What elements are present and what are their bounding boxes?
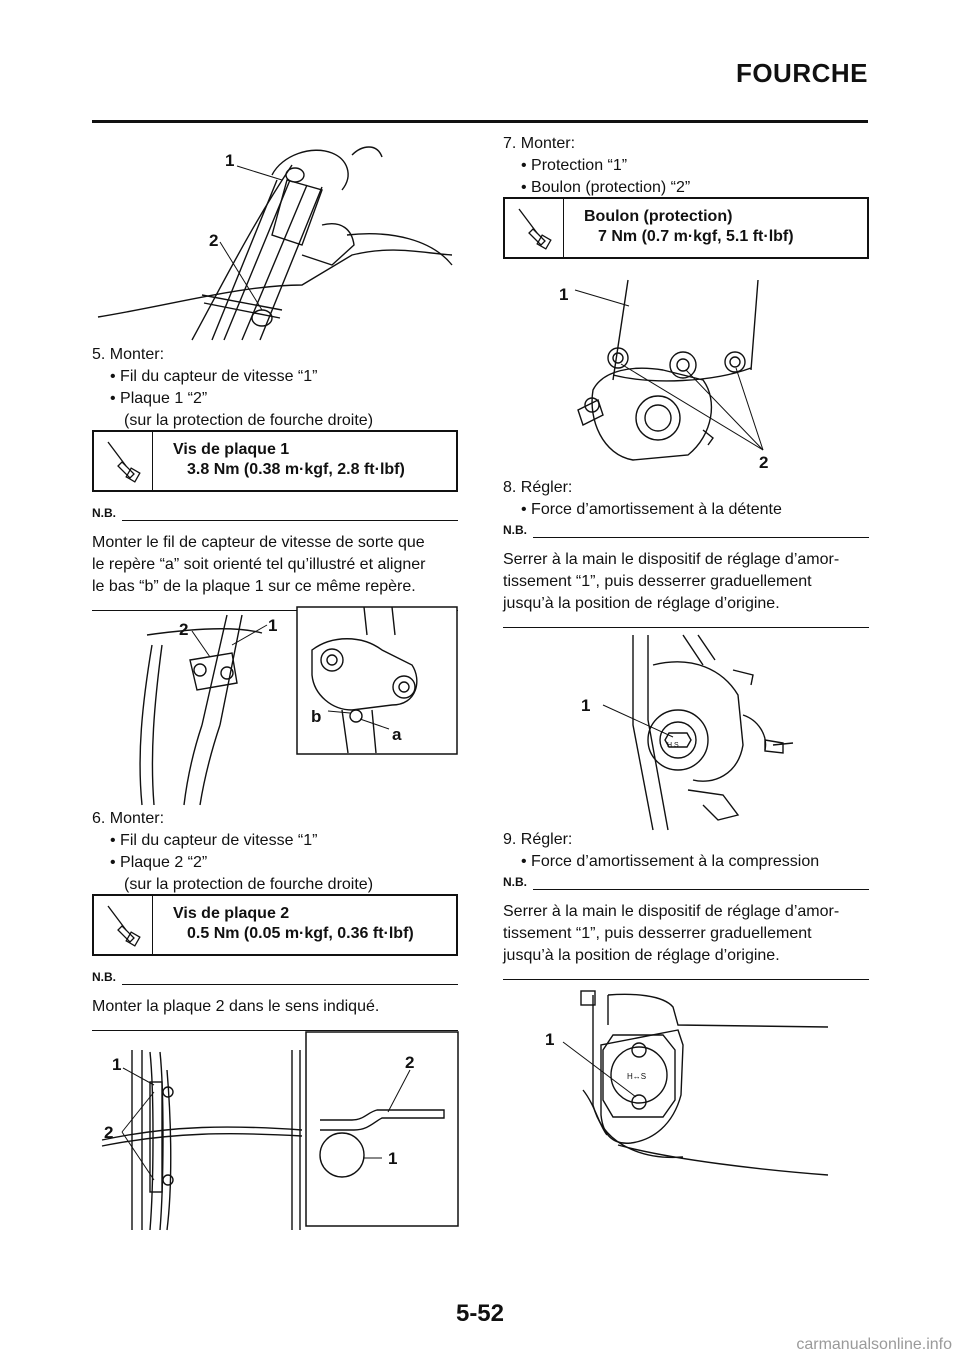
note-block [503, 519, 869, 628]
torque-name: Vis de plaque 2 [173, 905, 290, 922]
fig3-callout-1: 1 [112, 1055, 122, 1074]
fig2-callout-1: 1 [268, 616, 278, 635]
fig1-callout-1: 1 [225, 151, 235, 170]
torque-value: 3.8 Nm (0.38 m·kgf, 2.8 ft·lbf) [187, 461, 405, 478]
step-8-heading: 8. Régler: [503, 479, 573, 496]
step-5-heading: 5. Monter: [92, 346, 165, 363]
step-8-item: • Force d’amortissement à la détente [521, 501, 782, 518]
note-label: N.B. [92, 970, 116, 984]
step-6 [92, 808, 462, 896]
torque-spec-box [92, 430, 458, 492]
torque-wrench-icon [94, 896, 153, 954]
page-title: FOURCHE [735, 58, 868, 88]
step-9-heading: 9. Régler: [503, 831, 573, 848]
step-7-heading: 7. Monter: [503, 135, 576, 152]
note-block [92, 966, 458, 1031]
note-label: N.B. [503, 875, 527, 889]
note-label: N.B. [503, 523, 527, 537]
note-line: jusqu’à la position de réglage d’origine. [503, 947, 780, 964]
rebound-adjuster-illustration [503, 625, 869, 835]
note-line: le repère “a” soit orienté tel qu’illustré et aligner [92, 556, 426, 573]
step-5-item: • Plaque 1 “2” [110, 390, 208, 407]
page-number: 5-52 [455, 1300, 505, 1327]
step-6-note: (sur la protection de fourche droite) [124, 876, 374, 893]
fig2-callout-a: a [392, 725, 402, 744]
torque-name: Boulon (protection) [584, 208, 733, 225]
fig2-callout-b: b [311, 707, 322, 726]
note-block [503, 871, 869, 980]
fig3-inset-callout-1: 1 [388, 1149, 398, 1168]
note-line: Serrer à la main le dispositif de réglage d’amor- [503, 903, 840, 920]
fork-protector-illustration [503, 270, 869, 470]
fig2-callout-2: 2 [179, 620, 189, 639]
note-line: tissement “1”, puis desserrer graduellement [503, 573, 812, 590]
step-7 [503, 133, 873, 199]
note-line: Monter la plaque 2 dans le sens indiqué. [92, 998, 380, 1015]
torque-value: 0.5 Nm (0.05 m·kgf, 0.36 ft·lbf) [187, 925, 414, 942]
compression-adjuster-illustration [503, 985, 869, 1185]
torque-wrench-icon [505, 199, 564, 257]
note-line: tissement “1”, puis desserrer graduellement [503, 925, 812, 942]
fig4-callout-2: 2 [759, 453, 769, 472]
torque-spec-box [92, 894, 458, 956]
torque-name: Vis de plaque 1 [173, 441, 290, 458]
step-5-note: (sur la protection de fourche droite) [124, 412, 374, 429]
step-7-item: • Boulon (protection) “2” [521, 179, 691, 196]
torque-spec-box [503, 197, 869, 259]
note-block [92, 502, 458, 611]
note-line: Monter le fil de capteur de vitesse de sorte que [92, 534, 425, 551]
note-line: Serrer à la main le dispositif de réglage d’amor- [503, 551, 840, 568]
fig3-callout-2: 2 [104, 1123, 114, 1142]
step-5 [92, 344, 462, 432]
step-9 [503, 829, 873, 873]
torque-value: 7 Nm (0.7 m·kgf, 5.1 ft·lbf) [598, 228, 794, 245]
plate-2-illustration [92, 1030, 458, 1230]
step-6-item: • Fil du capteur de vitesse “1” [110, 832, 318, 849]
step-7-item: • Protection “1” [521, 157, 628, 174]
step-9-item: • Force d’amortissement à la compression [521, 853, 820, 870]
fork-top-illustration [92, 135, 458, 345]
step-6-heading: 6. Monter: [92, 810, 165, 827]
note-line: le bas “b” de la plaque 1 sur ce même repère. [92, 578, 416, 595]
fig5-callout-1: 1 [581, 696, 591, 715]
fig3-inset-callout-2: 2 [405, 1053, 415, 1072]
watermark: carmanualsonline.info [796, 1336, 952, 1353]
step-6-item: • Plaque 2 “2” [110, 854, 208, 871]
step-8 [503, 477, 873, 521]
note-label: N.B. [92, 506, 116, 520]
fig4-callout-1: 1 [559, 285, 569, 304]
speed-sensor-plate-illustration [92, 605, 458, 805]
adjuster-marking: H S [667, 742, 679, 749]
note-line: jusqu’à la position de réglage d’origine. [503, 595, 780, 612]
adjuster-marking: H↔S [627, 1072, 647, 1081]
fig1-callout-2: 2 [209, 231, 219, 250]
torque-wrench-icon [94, 432, 153, 490]
fig6-callout-1: 1 [545, 1030, 555, 1049]
header-divider [92, 120, 868, 123]
step-5-item: • Fil du capteur de vitesse “1” [110, 368, 318, 385]
